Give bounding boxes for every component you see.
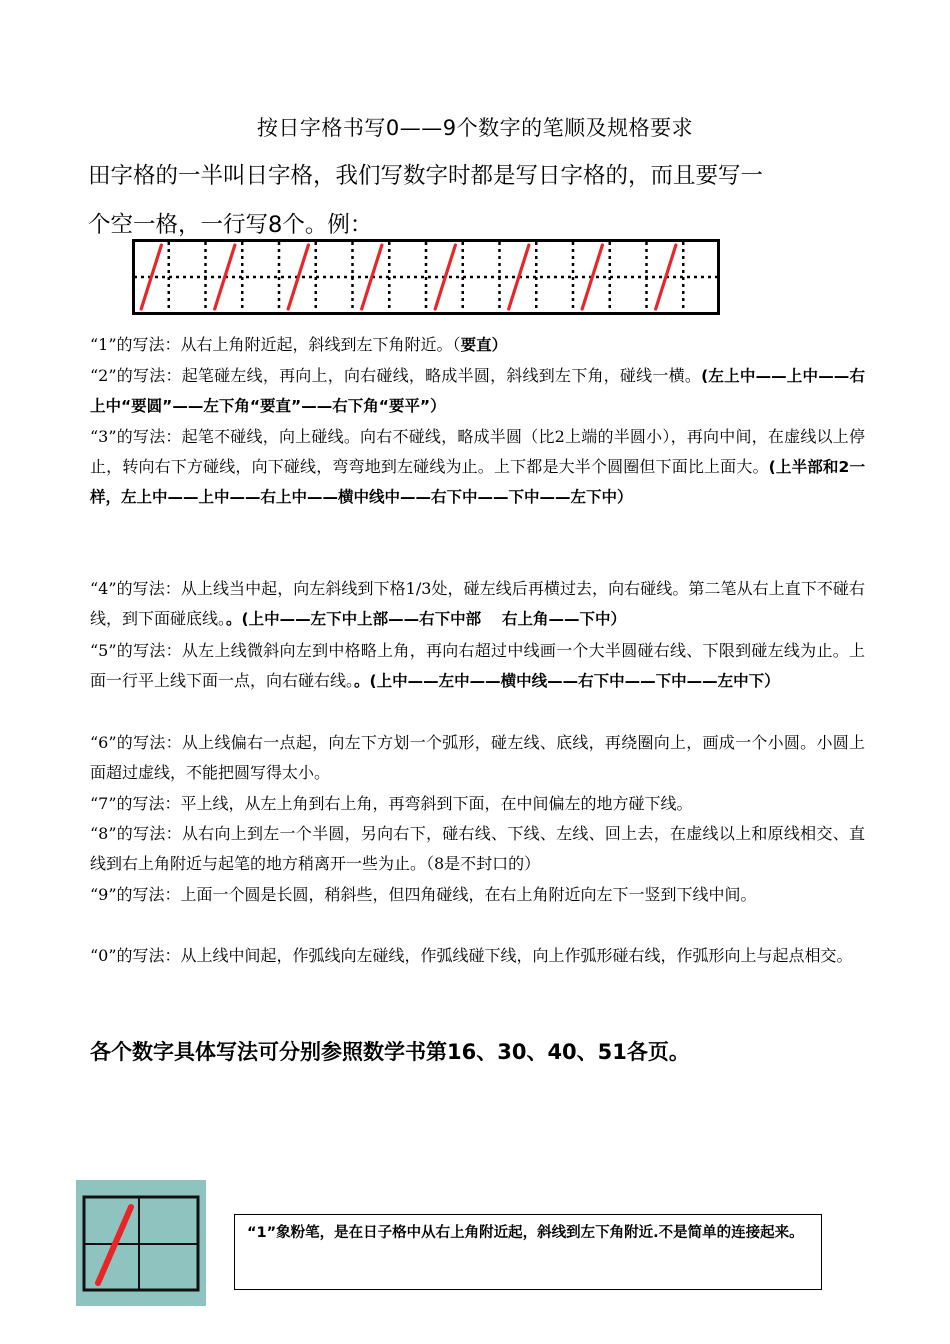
rule-paragraph <box>90 941 865 971</box>
rule-paragraph <box>90 574 865 634</box>
rule-text: 从右上角附近起，斜线到左下角附近。（ <box>180 335 461 354</box>
intro-line-2: 个空一格，一行写8个。例： <box>88 212 373 238</box>
rule-heading: “4”的写法： <box>90 579 181 598</box>
rule-heading: “6”的写法： <box>90 733 182 752</box>
rule-heading: “9”的写法： <box>90 885 181 904</box>
example-writing-grid <box>132 239 720 315</box>
rule-text: 从右向上到左一个半圆，另向右下，碰右线、下线、左线、回上去，在虚线以上和原线相交、直线到右上角附近与起笔的地方稍离开一些为止。（8是不封口的） <box>90 824 865 873</box>
rule-heading: “1”的写法： <box>90 335 181 354</box>
digit-one-stroke <box>288 245 308 309</box>
rule-text: 从上线偏右一点起，向左下方划一个弧形，碰左线、底线，再绕圈向上，画成一个小圆。小圆上面超过虚线，不能把圆写得太小。 <box>90 733 865 782</box>
intro-line-1: 田字格的一半叫日字格，我们写数字时都是写日字格的，而且要写一 <box>88 163 764 189</box>
digit-one-stroke <box>362 245 382 309</box>
rule-text: 从上线中间起，作弧线向左碰线，作弧线碰下线，向上作弧形碰右线，作弧形向上与起点相交。 <box>180 946 853 965</box>
rule-paragraph <box>90 789 865 819</box>
rule-emphasis: 要直） <box>460 336 508 354</box>
digit-one-stroke <box>435 245 455 309</box>
rule-emphasis: (上半部和2一样，左上中——上中——右上中——横中线中——右下中——下中——左下中） <box>90 458 865 506</box>
rule-heading: “5”的写法： <box>90 641 182 660</box>
rule-heading: “8”的写法： <box>90 824 182 843</box>
digit-one-stroke <box>582 245 602 309</box>
rule-text: 起笔碰左线，再向上，向右碰线，略成半圆，斜线到左下角，碰线一横。 <box>181 366 702 385</box>
digit-one-stroke <box>509 245 529 309</box>
rule-text: 起笔不碰线，向上碰线。向右不碰线，略成半圆（比2上端的半圆小），再向中间，在虚线以上停止，转向右下方碰线，向下碰线，弯弯地到左碰线为止。上下都是大半个圆圈但下面比上面大。 <box>90 427 865 476</box>
page-title: 按日字格书写0——9个数字的笔顺及规格要求 <box>256 116 694 140</box>
rule-heading: “3”的写法： <box>90 427 182 446</box>
rule-emphasis: 。(上中——左下中上部——右下中部 右上角——下中） <box>226 610 626 628</box>
rule-paragraph <box>90 330 865 360</box>
rule-paragraph <box>90 880 865 910</box>
rule-text: 上面一个圆是长圆，稍斜些，但四角碰线，在右上角附近向左下一竖到下线中间。 <box>180 885 757 904</box>
digit-one-stroke <box>215 245 235 309</box>
digit-one-illustration <box>76 1180 206 1306</box>
rule-heading: “2”的写法： <box>90 366 182 385</box>
rule-paragraph <box>90 361 865 421</box>
reference-note: 各个数字具体写法可分别参照数学书第16、30、40、51各页。 <box>90 1040 690 1064</box>
rule-text: 平上线，从左上角到右上角，再弯斜到下面，在中间偏左的地方碰下线。 <box>180 794 693 813</box>
rule-text: 从上线当中起，向左斜线到下格1/3处，碰左线后再横过去，向右碰线。第二笔从右上直下不碰右线，到下面碰底线。 <box>90 579 865 628</box>
rule-emphasis: (左上中——上中——右上中“要圆”——左下角“要直”——右下角“要平”） <box>90 367 865 415</box>
rule-heading: “0”的写法： <box>90 946 181 965</box>
rule-paragraph <box>90 728 865 788</box>
rule-paragraph <box>90 819 865 879</box>
digit-one-stroke <box>141 245 161 309</box>
rule-paragraph <box>90 636 865 696</box>
note-box: “1”象粉笔，是在日子格中从右上角附近起，斜线到左下角附近.不是简单的连接起来。 <box>234 1214 822 1290</box>
rule-text: 从左上线微斜向左到中格略上角，再向右超过中线画一个大半圆碰右线、下限到碰左线为止。上面一行平上线下面一点，向右碰右线。 <box>90 641 865 690</box>
rule-emphasis: 。(上中——左中——横中线——右下中——下中——左中下） <box>354 672 780 690</box>
digit-one-stroke <box>656 245 676 309</box>
rule-heading: “7”的写法： <box>90 794 181 813</box>
rule-paragraph <box>90 422 865 512</box>
